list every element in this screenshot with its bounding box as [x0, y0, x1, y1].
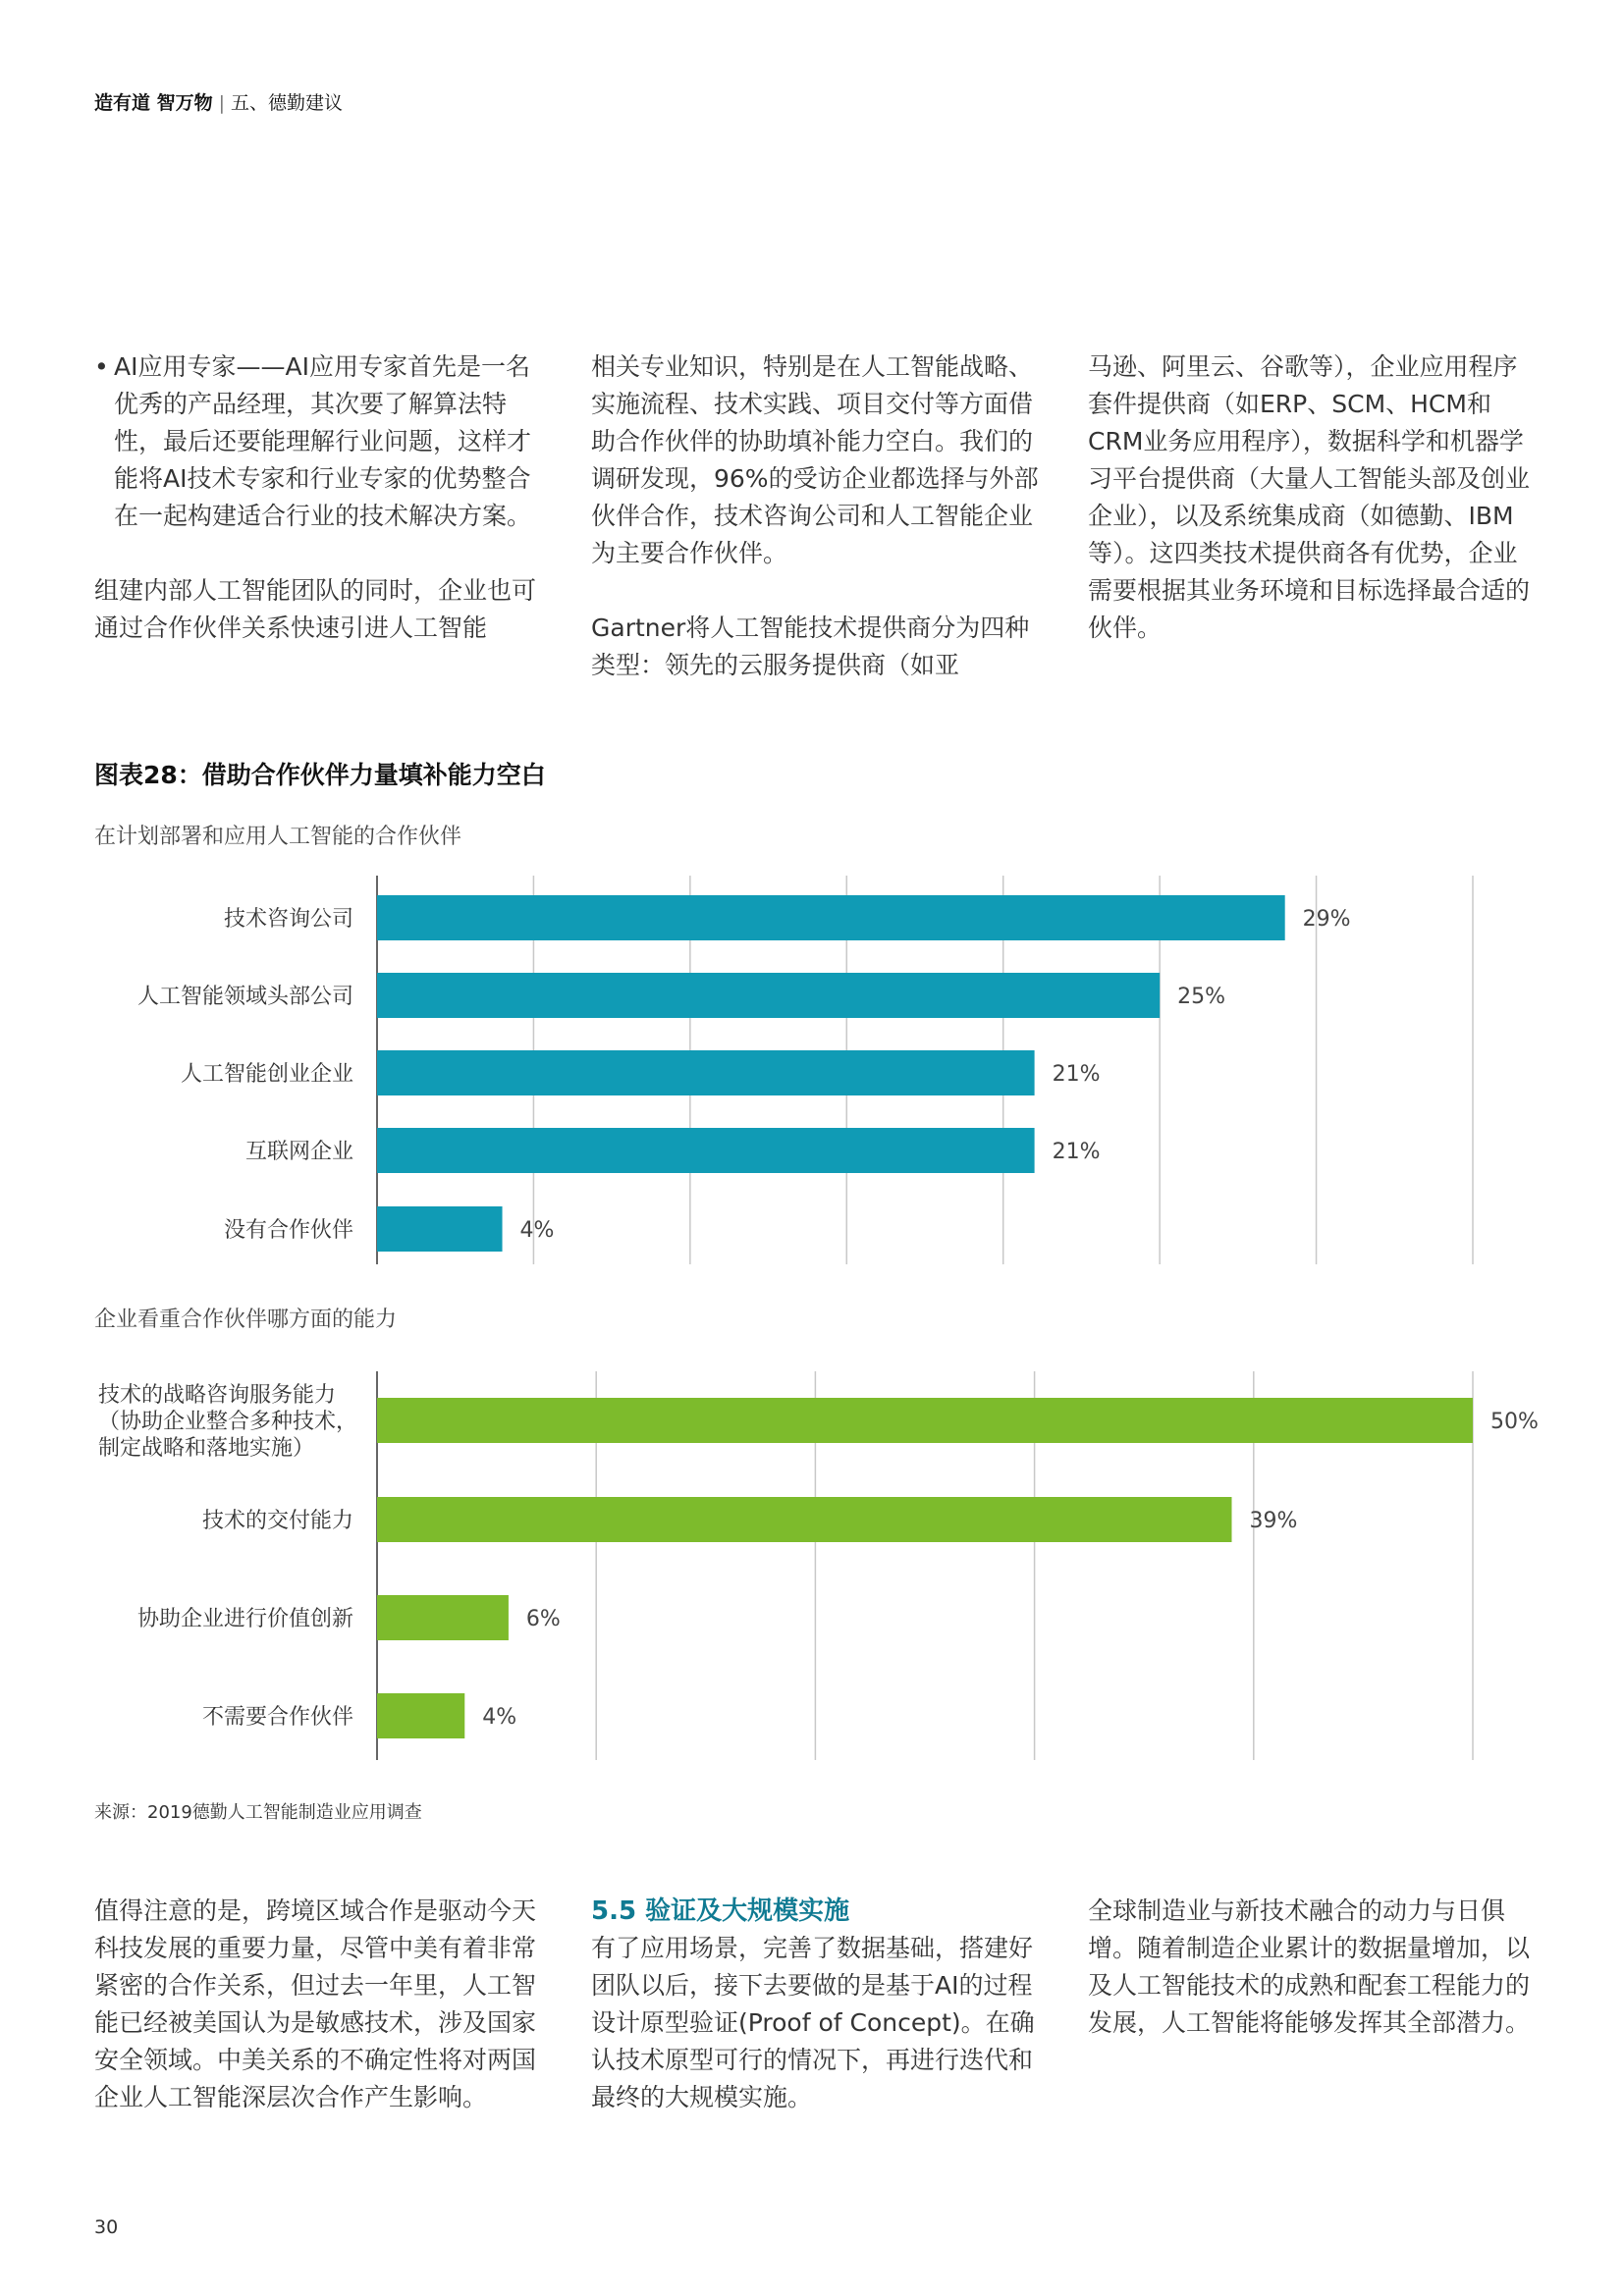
figure-source: 来源：2019德勤人工智能制造业应用调查 [94, 1802, 422, 1823]
column-1-bottom [94, 1893, 546, 2116]
bar [377, 895, 1285, 940]
category-label: 制定战略和落地实施） [98, 1436, 315, 1461]
column-2-top [591, 348, 1043, 684]
paragraph: 有了应用场景，完善了数据基础，搭建好团队以后，接下去要做的是基于AI的过程设计原型验证(Proof of Concept)。在确认技术原型可行的情况下，再进行迭代和最终的大规模实施。 [591, 1934, 1035, 2111]
bar [377, 1693, 464, 1738]
column-1-top [94, 348, 546, 647]
bar [377, 1595, 509, 1640]
paragraph: 全球制造业与新技术融合的动力与日俱增。随着制造企业累计的数据量增加，以及人工智能技术的成熟和配套工程能力的发展，人工智能将能够发挥其全部潜力。 [1088, 1896, 1531, 2037]
bar [377, 1398, 1473, 1443]
paragraph: Gartner将人工智能技术提供商分为四种类型：领先的云服务提供商（如亚 [591, 614, 1030, 679]
header-section: 五、德勤建议 [231, 92, 344, 114]
data-label: 21% [1052, 1062, 1101, 1087]
paragraph: 组建内部人工智能团队的同时，企业也可通过合作伙伴关系快速引进人工智能 [94, 576, 537, 642]
running-header [94, 88, 343, 115]
bar [377, 1050, 1035, 1095]
data-label: 4% [519, 1218, 555, 1243]
data-label: 50% [1490, 1410, 1539, 1434]
section-heading: 5.5 验证及大规模实施 [591, 1896, 850, 1926]
chart-partners [0, 864, 1624, 1276]
category-label: 人工智能领域头部公司 [136, 985, 353, 1009]
data-label: 29% [1302, 907, 1351, 932]
paragraph: 值得注意的是，跨境区域合作是驱动今天科技发展的重要力量，尽管中美有着非常紧密的合作关系，但过去一年里，人工智能已经被美国认为是敏感技术，涉及国家安全领域。中美关系的不确定性将对两国企业人工智能深层次合作产生影响。 [94, 1896, 537, 2111]
data-label: 6% [525, 1607, 561, 1631]
bar [377, 1206, 503, 1252]
data-label: 4% [482, 1705, 517, 1730]
category-label: 没有合作伙伴 [223, 1218, 353, 1243]
category-label: 人工智能创业企业 [180, 1062, 353, 1087]
column-2-bottom [591, 1893, 1043, 2116]
category-label: 技术咨询公司 [223, 907, 353, 932]
chart2-subtitle: 企业看重合作伙伴哪方面的能力 [94, 1308, 398, 1332]
data-label: 25% [1177, 985, 1226, 1009]
category-label: 不需要合作伙伴 [201, 1705, 353, 1730]
category-label: 技术的战略咨询服务能力 [98, 1383, 337, 1408]
category-label: 协助企业进行价值创新 [136, 1607, 353, 1631]
column-3-bottom [1088, 1893, 1540, 2042]
header-separator: | [218, 92, 226, 114]
category-label: 技术的交付能力 [201, 1509, 353, 1533]
bar [377, 1128, 1035, 1173]
column-3-top [1088, 348, 1540, 647]
paragraph: 马逊、阿里云、谷歌等），企业应用程序套件提供商（如ERP、SCM、HCM和CRM业务应用程序），数据科学和机器学习平台提供商（大量人工智能头部及创业企业），以及系统集成商（如德勤、IBM等）。这四类技术提供商各有优势，企业需要根据其业务环境和目标选择最合适的伙伴。 [1088, 352, 1531, 642]
figure-title: 图表28：借助合作伙伴力量填补能力空白 [94, 761, 546, 789]
data-label: 39% [1249, 1509, 1298, 1533]
data-label: 21% [1052, 1140, 1101, 1164]
chart1-subtitle: 在计划部署和应用人工智能的合作伙伴 [94, 825, 462, 849]
page-number: 30 [94, 2216, 119, 2238]
bullet-text: AI应用专家——AI应用专家首先是一名优秀的产品经理，其次要了解算法特性，最后还要能理解行业问题，这样才能将AI技术专家和行业专家的优势整合在一起构建适合行业的技术解决方案。 [114, 352, 532, 530]
bullet-dot-icon: • [94, 352, 109, 381]
paragraph: 相关专业知识，特别是在人工智能战略、实施流程、技术实践、项目交付等方面借助合作伙伴的协助填补能力空白。我们的调研发现，96%的受访企业都选择与外部伙伴合作，技术咨询公司和人工智能企业为主要合作伙伴。 [591, 352, 1039, 567]
bar [377, 973, 1160, 1018]
bullet-ai-expert [94, 348, 546, 535]
header-brand: 造有道 智万物 [94, 92, 213, 114]
bar [377, 1497, 1231, 1542]
category-label: （协助企业整合多种技术， [98, 1410, 358, 1434]
chart-capabilities [0, 1360, 1624, 1772]
category-label: 互联网企业 [244, 1140, 353, 1164]
